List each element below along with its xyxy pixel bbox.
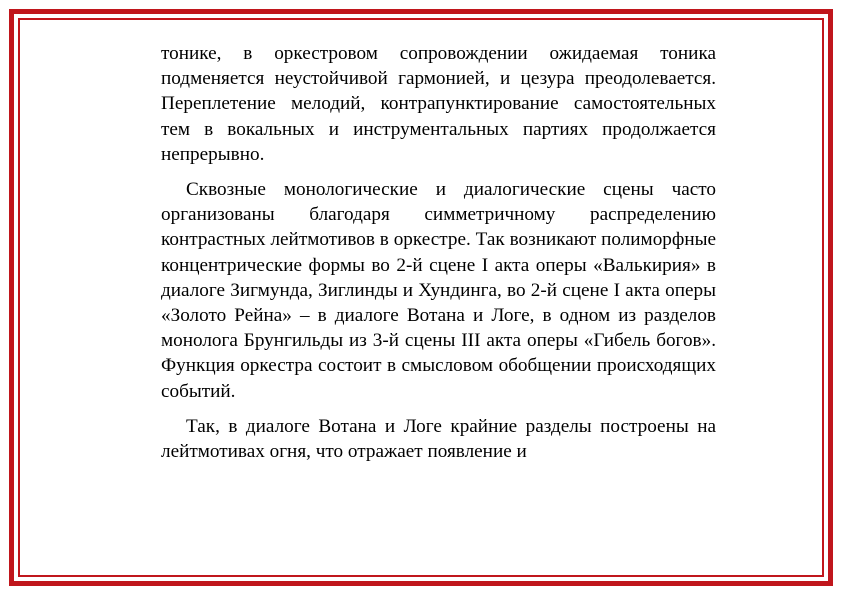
paragraph-through-scenes: Сквозные монологические и диалогические сцены часто организованы благодаря симметричному распределению контрастных лейтмотивов в оркестре. Так возникают полиморфные концентрические формы во 2-й сцене I акта оперы «Валькирия» в диалоге Зигмунда, Зиглинды и Хундинга, во 2-й сцене I акта оперы «Золото Рейна» – в диалоге Вотана и Логе, в одном из разделов монолога Брунгильды из 3-й сцены III акта оперы «Гибель богов». Функция оркестра состоит в смысловом обобщении происходящих событий. xyxy=(161,179,716,402)
body-text xyxy=(161,41,716,464)
paragraph-continuation: тонике, в оркестровом сопровождении ожидаемая тоника подменяется неустойчивой гармонией, и цезура преодолевается. Переплетение мелодий, контрапунктирование самостоятельных тем в вокальных и инструментальных партиях продолжается непрерывно. xyxy=(161,43,716,165)
paragraph-wotan-loge: Так, в диалоге Вотана и Логе крайние разделы построены на лейтмотивах огня, что отражает появление и xyxy=(161,415,716,463)
